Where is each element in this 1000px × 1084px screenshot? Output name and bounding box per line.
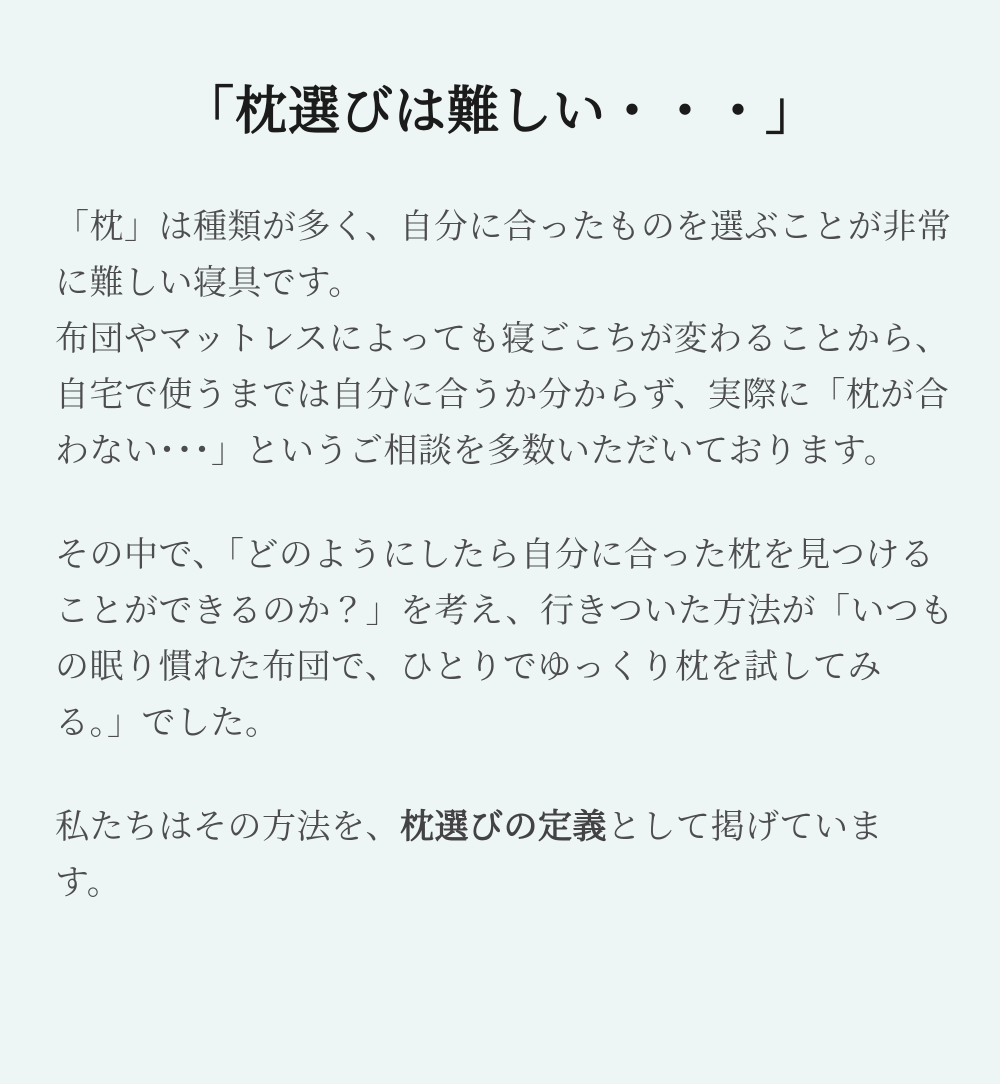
conclusion-prefix: 私たちはその方法を、 <box>55 808 400 847</box>
text-line: わない･･･」というご相談を多数いただいております。 <box>55 432 899 471</box>
text-line: 「枕」は種類が多く、自分に合ったものを選ぶことが非常 <box>55 208 952 247</box>
text-line: 自宅で使うまでは自分に合うか分からず、実際に「枕が合 <box>55 376 950 415</box>
text-line: の眠り慣れた布団で、ひとりでゆっくり枕を試してみ <box>55 648 882 687</box>
conclusion-suffix: として掲げています。 <box>55 808 883 903</box>
text-line: 布団やマットレスによっても寝ごこちが変わることから、 <box>55 320 950 359</box>
paragraph-conclusion <box>55 799 945 911</box>
conclusion-bold-phrase: 枕選びの定義 <box>400 808 607 847</box>
paragraph-method <box>55 527 955 751</box>
page <box>0 84 1000 1084</box>
text-line: その中で、「どのようにしたら自分に合った枕を見つける <box>55 536 935 575</box>
text-line: に難しい寝具です。 <box>55 264 363 303</box>
paragraph-intro <box>55 199 952 479</box>
text-line: ことができるのか？」を考え、行きついた方法が「いつも <box>55 592 955 631</box>
text-line: る。」でした。 <box>55 704 280 743</box>
page-title: 「枕選びは難しい・・・」 <box>181 83 818 141</box>
